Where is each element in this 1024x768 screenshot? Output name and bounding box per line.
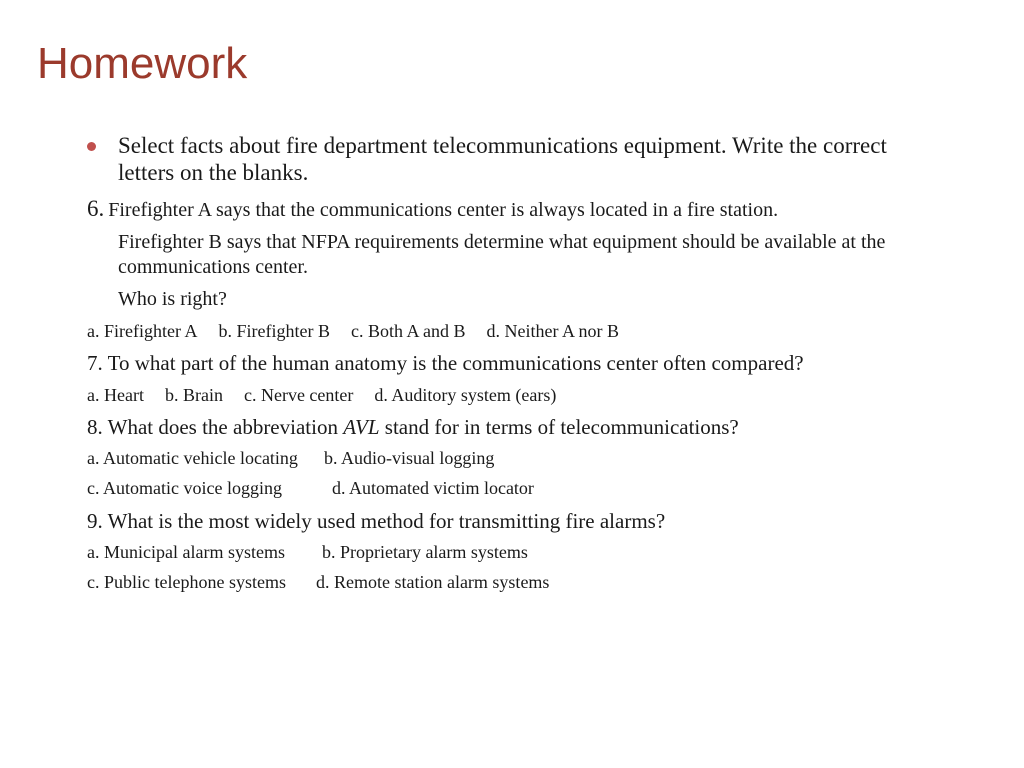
option-6d: d. Neither A nor B <box>486 321 619 341</box>
option-7d: d. Auditory system (ears) <box>374 385 557 405</box>
bullet-text: Select facts about fire department telecommunications equipment. Write the correct letters on the blanks. <box>118 133 887 185</box>
question-6-number: 6. <box>87 196 105 221</box>
question-8-prefix: 8. What does the abbreviation <box>87 415 344 439</box>
question-6-prompt: Who is right? <box>118 288 227 310</box>
question-7-text: 7. To what part of the human anatomy is the communications center often compared? <box>87 351 804 375</box>
option-8d: d. Automated victim locator <box>331 478 534 498</box>
question-6-statement-a: Firefighter A says that the communications center is always located in a fire station. <box>108 199 779 221</box>
option-6c: c. Both A and B <box>350 321 466 341</box>
option-6a: a. Firefighter A <box>87 321 198 341</box>
question-6-statement-b: Firefighter B says that NFPA requirements determine what equipment should be available at the communications center. <box>118 231 886 278</box>
option-8a: a. Automatic vehicle locating <box>87 448 298 468</box>
question-9-text: 9. What is the most widely used method for transmitting fire alarms? <box>87 509 666 533</box>
question-8-text <box>87 415 739 440</box>
option-8c: c. Automatic voice logging <box>87 478 282 498</box>
slide-title: Homework <box>37 39 248 88</box>
option-9d: d. Remote station alarm systems <box>315 572 550 592</box>
question-8-suffix: stand for in terms of telecommunications? <box>379 415 739 439</box>
option-7a: a. Heart <box>87 385 144 405</box>
question-8-abbreviation: AVL <box>343 415 380 439</box>
option-9b: b. Proprietary alarm systems <box>321 542 528 562</box>
question-8-options-row-1 <box>87 448 494 469</box>
option-6b: b. Firefighter B <box>218 321 330 341</box>
question-9-options-row-1 <box>87 542 528 563</box>
option-9c: c. Public telephone systems <box>87 572 286 592</box>
question-9-options-row-2 <box>87 572 549 593</box>
question-7-options <box>87 385 556 406</box>
option-7b: b. Brain <box>164 385 223 405</box>
bullet-dot-icon <box>87 142 96 151</box>
option-7c: c. Nerve center <box>243 385 354 405</box>
question-6-options <box>87 321 619 342</box>
option-9a: a. Municipal alarm systems <box>87 542 285 562</box>
question-6-line-1 <box>87 196 778 222</box>
question-8-options-row-2 <box>87 478 534 499</box>
option-8b: b. Audio-visual logging <box>323 448 495 468</box>
